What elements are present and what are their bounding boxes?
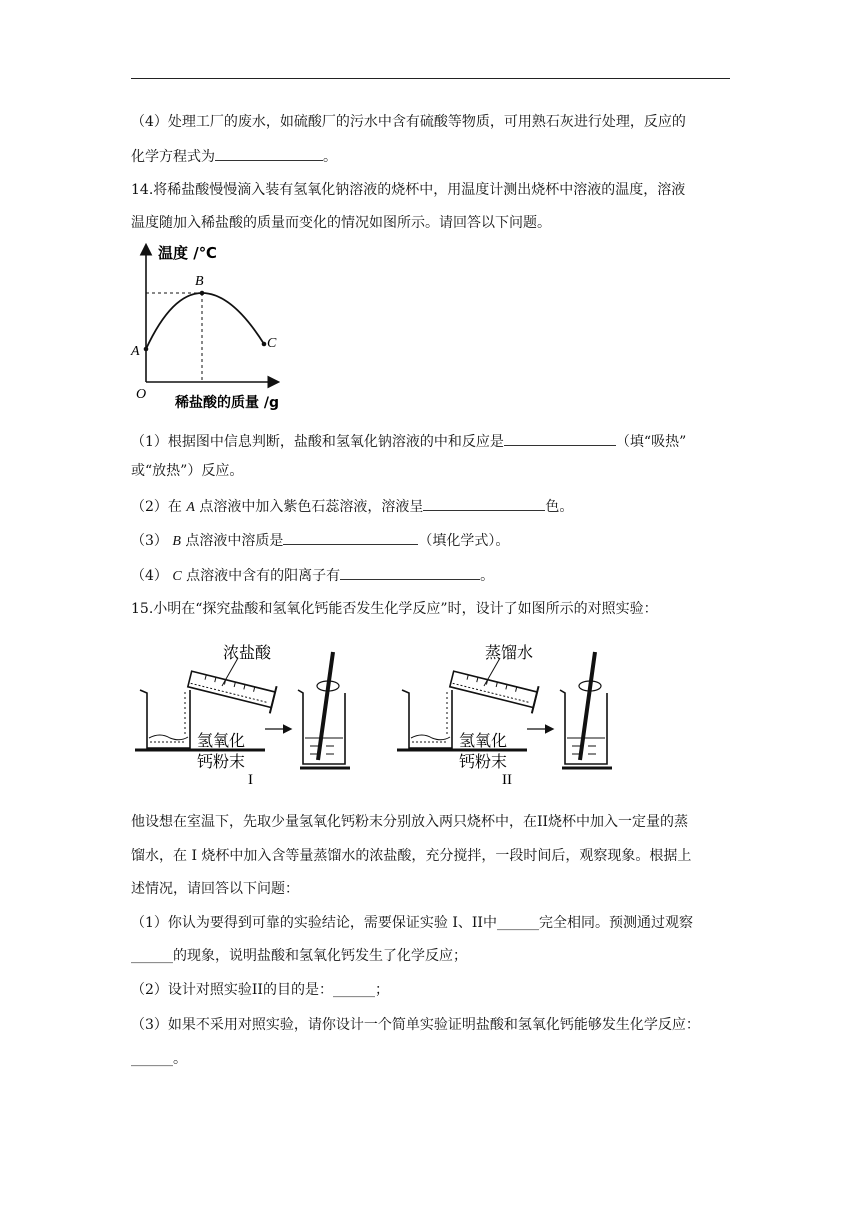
powder-label-i-line1: 氢氧化 bbox=[197, 731, 246, 750]
q14-q1-prompt: （1）根据图中信息判断，盐酸和氢氧化钠溶液的中和反应是 bbox=[131, 434, 504, 450]
x-axis-label: 稀盐酸的质量 /g bbox=[175, 395, 280, 411]
q14-q4 bbox=[131, 564, 731, 587]
q15-para-line1: 他设想在室温下，先取少量氢氧化钙粉末分别放入两只烧杯中，在II烧杯中加入一定量的蒸 bbox=[131, 814, 689, 830]
powder-ii bbox=[411, 735, 450, 740]
point-a-label: A bbox=[131, 344, 140, 359]
q15-experiment-figure bbox=[130, 638, 690, 788]
point-a-marker bbox=[144, 347, 149, 352]
y-axis-label: 温度 /℃ bbox=[158, 244, 217, 262]
q13-part4-line1: （4）处理工厂的废水，如硫酸厂的污水中含有硫酸等物质，可用熟石灰进行处理，反应的 bbox=[131, 114, 686, 130]
q15-q3-line2: ______。 bbox=[131, 1051, 187, 1067]
point-b-label: B bbox=[195, 274, 204, 289]
right-reagent-label: 蒸馏水 bbox=[485, 643, 534, 662]
q14-q1-blank[interactable] bbox=[504, 430, 616, 446]
q15-q2: （2）设计对照实验II的目的是：______； bbox=[131, 982, 389, 998]
q14-temperature-graph bbox=[120, 236, 300, 416]
q13-part4-prompt: 化学方程式为 bbox=[131, 149, 215, 165]
q14-q2-prompt: 点溶液中加入紫色石蕊溶液，溶液呈 bbox=[199, 499, 424, 515]
q14-q3-point: B bbox=[172, 534, 181, 549]
setup-label-i: I bbox=[248, 772, 253, 788]
q14-stem-line2: 温度随加入稀盐酸的质量而变化的情况如图所示。请回答以下问题。 bbox=[131, 215, 551, 231]
q14-q1-line1 bbox=[131, 430, 731, 452]
q15-para-line3: 述情况，请回答以下问题： bbox=[131, 881, 299, 897]
q13-part4-line2 bbox=[131, 145, 731, 167]
header-rule bbox=[131, 78, 730, 79]
origin-label: O bbox=[136, 387, 147, 402]
point-b-marker bbox=[200, 291, 205, 296]
left-reagent-label: 浓盐酸 bbox=[223, 643, 272, 662]
q14-q3 bbox=[131, 529, 731, 552]
point-c-label: C bbox=[267, 336, 277, 351]
q15-stem: 15.小明在“探究盐酸和氢氧化钙能否发生化学反应”时，设计了如图所示的对照实验： bbox=[131, 601, 658, 617]
q14-q1-line2: 或“放热”）反应。 bbox=[131, 463, 244, 479]
point-c-marker bbox=[262, 342, 267, 347]
q14-q2-point: A bbox=[186, 500, 195, 515]
graduated-cylinder-i bbox=[186, 665, 276, 713]
q15-q1-line2: ______的现象，说明盐酸和氢氧化钙发生了化学反应； bbox=[131, 948, 467, 964]
q14-q4-prompt: 点溶液中含有的阳离子有 bbox=[186, 568, 341, 584]
q13-part4-blank[interactable] bbox=[215, 145, 323, 161]
temperature-curve bbox=[146, 293, 264, 349]
q14-q3-blank[interactable] bbox=[283, 529, 418, 545]
q14-q2-end: 色。 bbox=[545, 499, 574, 515]
q14-q2 bbox=[131, 495, 731, 518]
powder-label-ii-line1: 氢氧化 bbox=[459, 731, 508, 750]
q14-q3-prefix: （3） bbox=[131, 533, 168, 549]
q14-q4-blank[interactable] bbox=[340, 564, 480, 580]
q15-q1-line1: （1）你认为要得到可靠的实验结论，需要保证实验 I、II中______完全相同。预测通过观察 bbox=[131, 915, 693, 931]
q14-q3-prompt: 点溶液中溶质是 bbox=[185, 533, 284, 549]
powder-label-i-line2: 钙粉末 bbox=[197, 752, 246, 771]
q15-para-line2: 馏水，在 I 烧杯中加入含等量蒸馏水的浓盐酸，充分搅拌，一段时间后，观察现象。根据上 bbox=[131, 848, 692, 864]
setup-i bbox=[135, 643, 350, 788]
q15-q3-line1: （3）如果不采用对照实验，请你设计一个简单实验证明盐酸和氢氧化钙能够发生化学反应： bbox=[131, 1017, 700, 1033]
q13-part4-end: 。 bbox=[323, 149, 337, 165]
stirring-rod-i bbox=[318, 652, 333, 760]
setup-ii bbox=[397, 643, 612, 788]
powder-label-ii-line2: 钙粉末 bbox=[459, 752, 508, 771]
powder-i bbox=[149, 735, 188, 740]
q14-q4-point: C bbox=[172, 569, 182, 584]
graduated-cylinder-ii bbox=[448, 665, 538, 713]
q14-q3-end: （填化学式）。 bbox=[418, 533, 510, 549]
q14-q4-end: 。 bbox=[480, 568, 495, 584]
stirring-rod-ii bbox=[580, 652, 595, 760]
q14-q2-blank[interactable] bbox=[423, 495, 545, 511]
setup-label-ii: II bbox=[502, 772, 512, 788]
q14-q4-prefix: （4） bbox=[131, 568, 168, 584]
q14-stem-line1: 14.将稀盐酸慢慢滴入装有氢氧化钠溶液的烧杯中，用温度计测出烧杯中溶液的温度，溶液 bbox=[131, 182, 686, 198]
q14-q1-hint: （填“吸热” bbox=[615, 434, 687, 450]
q14-q2-prefix: （2）在 bbox=[131, 499, 182, 515]
